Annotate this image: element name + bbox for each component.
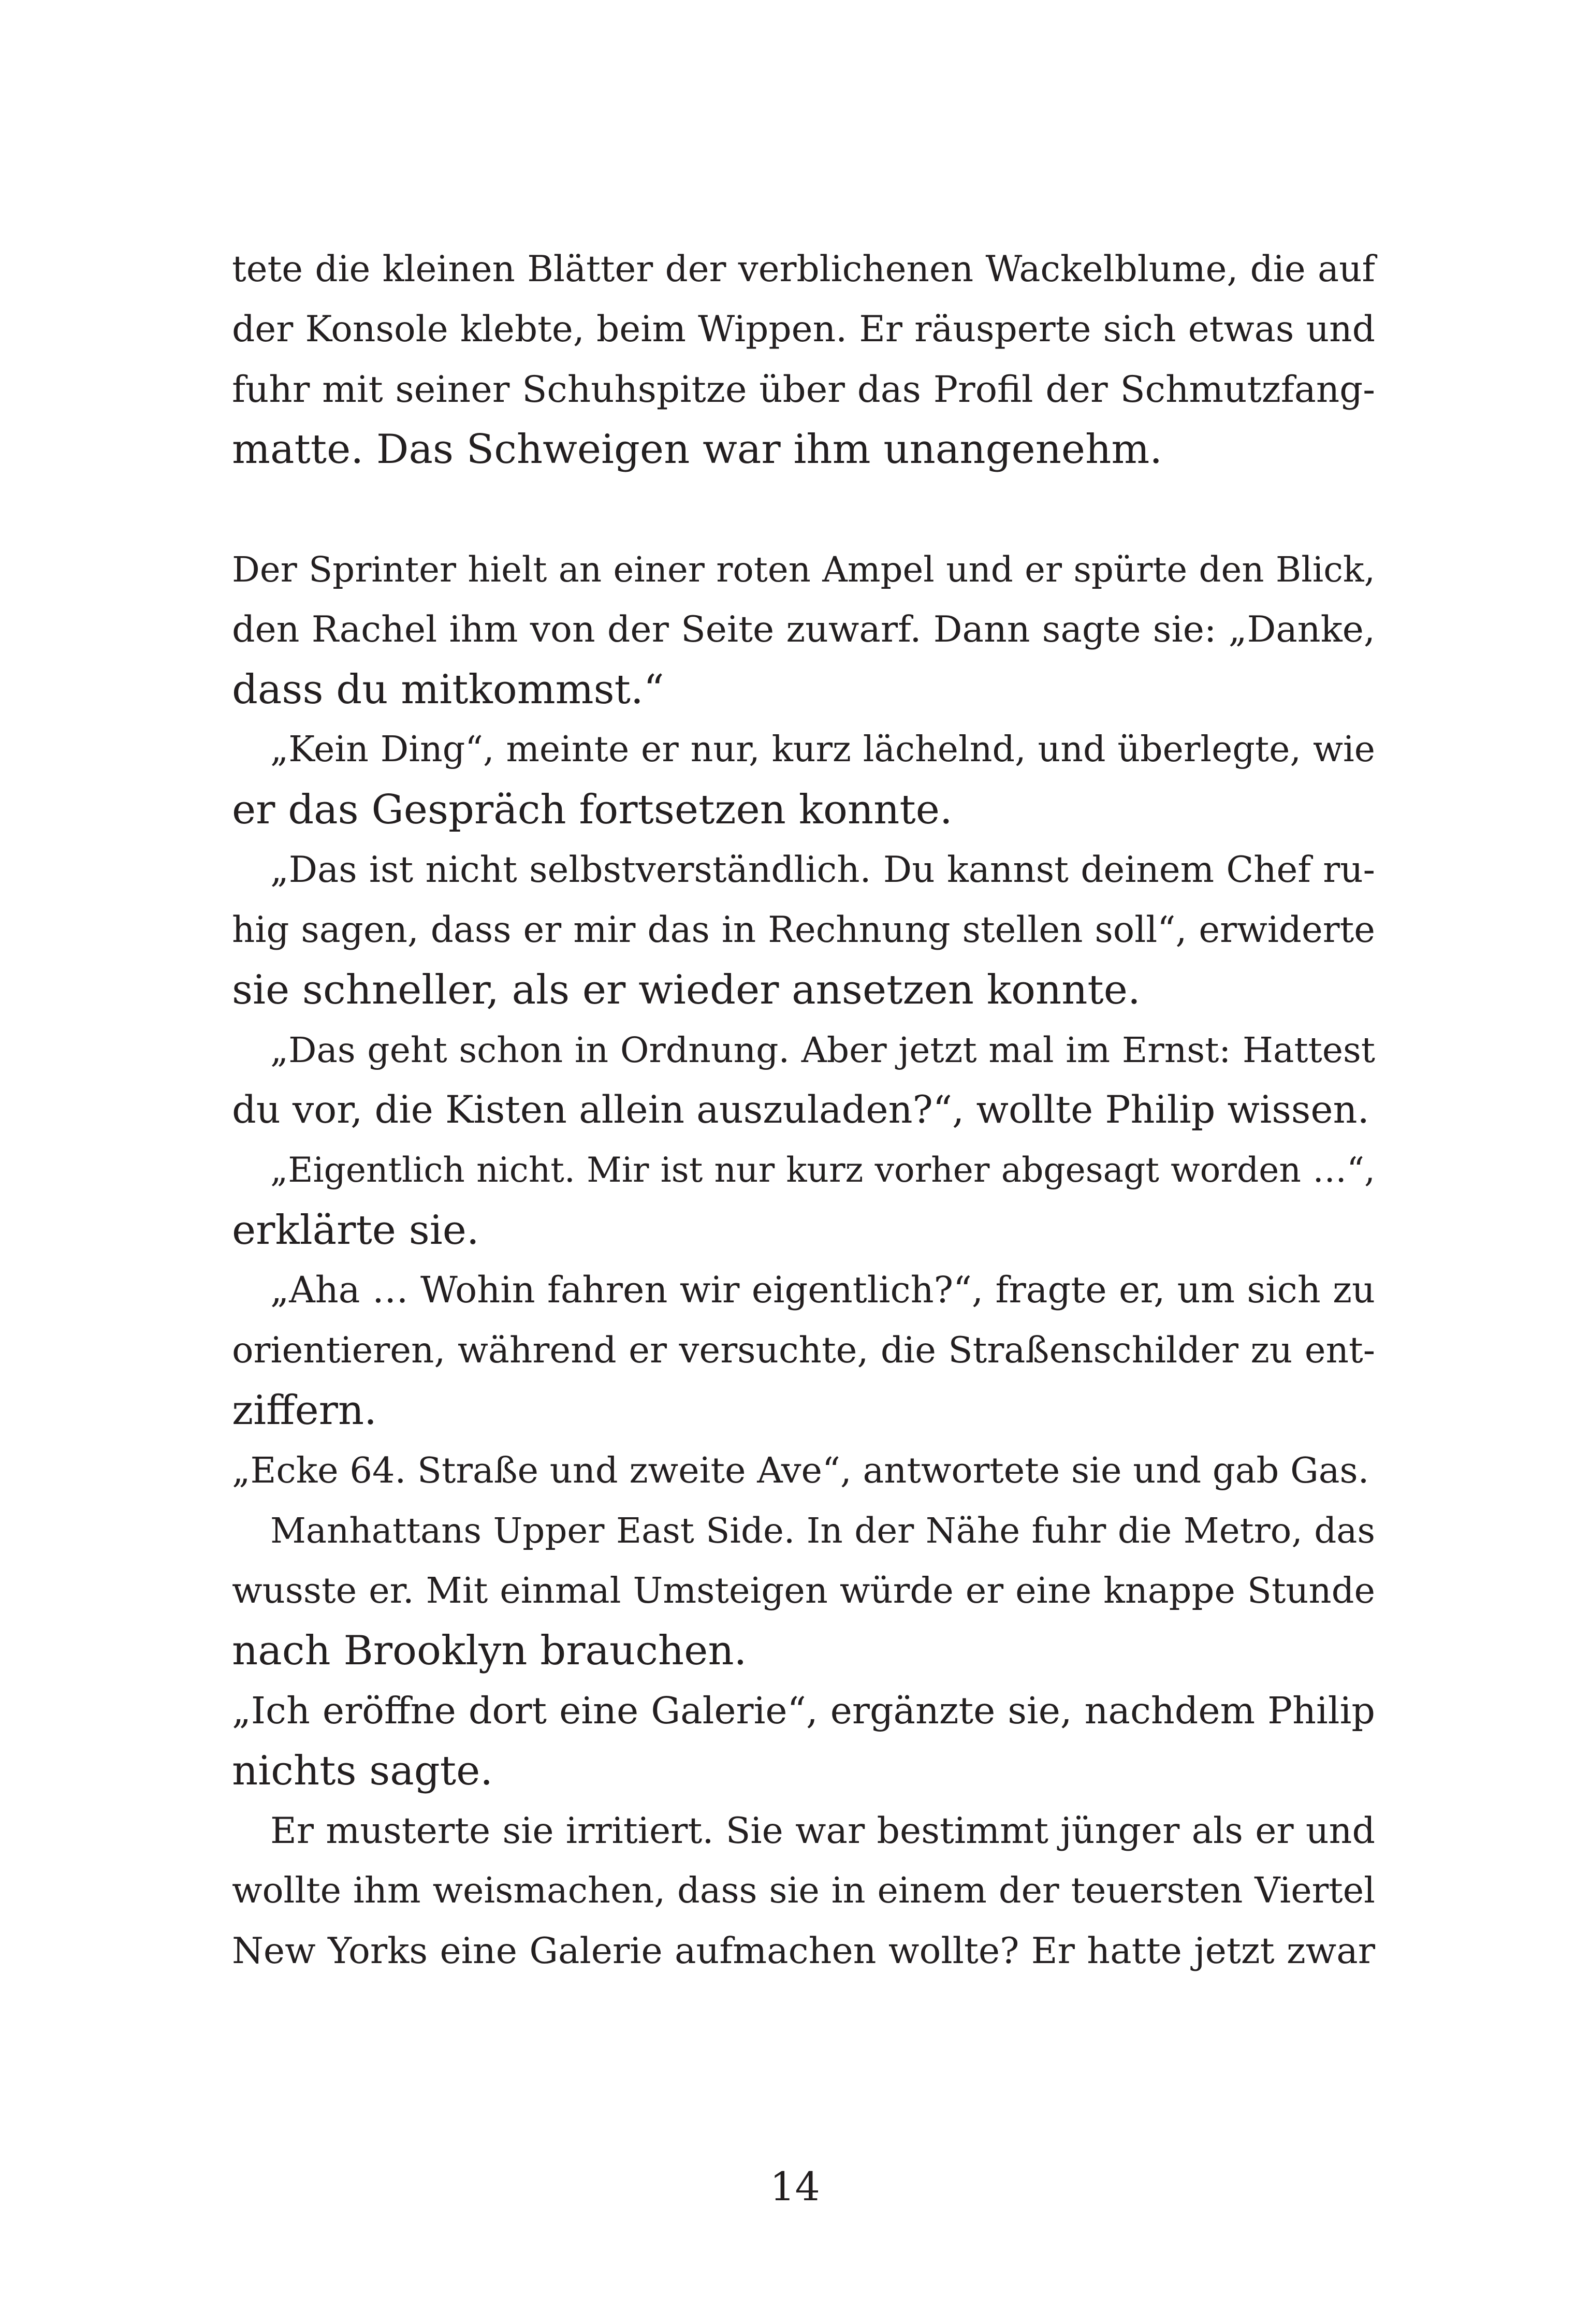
text-line: Manhattans Upper East Side. In der Nähe fuhr die Metro, das bbox=[270, 1510, 1375, 1551]
paragraph-break bbox=[232, 480, 1375, 540]
text-line: wusste er. Mit einmal Umsteigen würde er eine knappe Stunde bbox=[232, 1570, 1375, 1611]
text-line: „Aha … Wohin fahren wir eigentlich?“, fragte er, um sich zu bbox=[270, 1269, 1375, 1311]
text-line: ziffern. bbox=[232, 1387, 377, 1434]
text-line: nach Brooklyn brauchen. bbox=[232, 1628, 747, 1674]
text-line: „Ich eröffne dort eine Galerie“, ergänzte sie, nachdem Philip bbox=[232, 1689, 1375, 1732]
text-line: dass du mitkommst.“ bbox=[232, 666, 664, 713]
text-line: den Rachel ihm von der Seite zuwarf. Dann sagte sie: „Danke, bbox=[232, 608, 1375, 650]
text-line: der Konsole klebte, beim Wippen. Er räusperte sich etwas und bbox=[232, 309, 1375, 350]
text-line: orientieren, während er versuchte, die Straßenschilder zu ent- bbox=[232, 1330, 1375, 1371]
body-text bbox=[232, 239, 1375, 1981]
text-line: sie schneller, als er wieder ansetzen konnte. bbox=[232, 967, 1141, 1013]
text-line: tete die kleinen Blätter der verblichenen Wackelblume, die auf bbox=[232, 249, 1375, 290]
text-line: wollte ihm weismachen, dass sie in einem der teuersten Viertel bbox=[232, 1870, 1375, 1911]
text-line: du vor, die Kisten allein auszuladen?“, wollte Philip wissen. bbox=[232, 1088, 1369, 1132]
text-line: erklärte sie. bbox=[232, 1207, 479, 1254]
text-line: fuhr mit seiner Schuhspitze über das Profil der Schmutzfang- bbox=[232, 368, 1375, 411]
text-line: „Ecke 64. Straße und zweite Ave“, antwortete sie und gab Gas. bbox=[232, 1450, 1369, 1491]
text-line: hig sagen, dass er mir das in Rechnung stellen soll“, erwiderte bbox=[232, 909, 1375, 951]
text-line: New Yorks eine Galerie aufmachen wollte? Er hatte jetzt zwar bbox=[232, 1930, 1375, 1972]
text-line: „Eigentlich nicht. Mir ist nur kurz vorher abgesagt worden …“, bbox=[270, 1150, 1375, 1190]
text-line: „Kein Ding“, meinte er nur, kurz lächelnd, und überlegte, wie bbox=[270, 729, 1375, 770]
text-line: Er musterte sie irritiert. Sie war bestimmt jünger als er und bbox=[270, 1810, 1375, 1852]
text-line: „Das geht schon in Ordnung. Aber jetzt mal im Ernst: Hattest bbox=[270, 1029, 1375, 1070]
text-line: matte. Das Schweigen war ihm unangenehm. bbox=[232, 426, 1163, 473]
text-line: Der Sprinter hielt an einer roten Ampel und er spürte den Blick, bbox=[232, 549, 1375, 590]
text-line: er das Gespräch fortsetzen konnte. bbox=[232, 787, 953, 833]
text-line: „Das ist nicht selbstverständlich. Du kannst deinem Chef ru- bbox=[270, 849, 1375, 891]
text-line: nichts sagte. bbox=[232, 1748, 493, 1794]
page-number: 14 bbox=[770, 2163, 820, 2210]
